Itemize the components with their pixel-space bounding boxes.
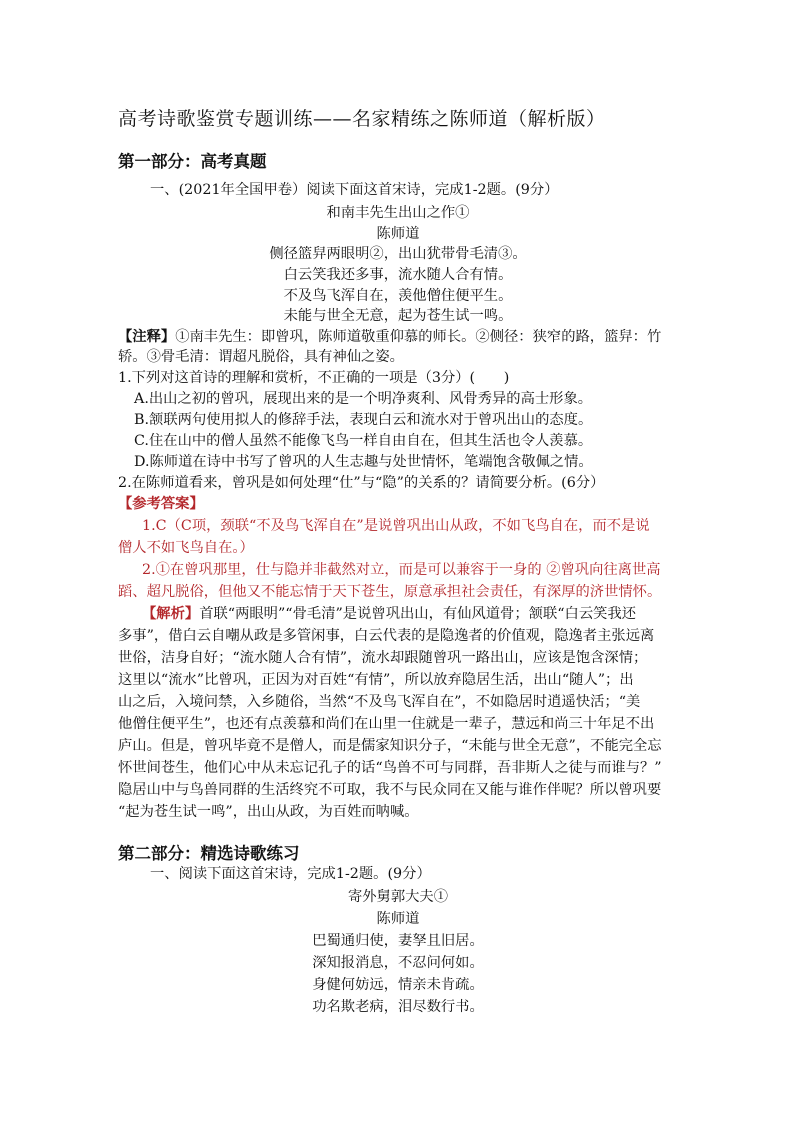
analysis-line: 这里以“流水”比曾巩，正因为对百姓“有情”，所以放弃隐居生活，出山“随人”；出: [118, 672, 634, 688]
part2-poem-line: 深知报消息，不忍问何如。: [312, 955, 484, 971]
part1-question-intro: 一、(2021年全国甲卷）阅读下面这首宋诗，完成1-2题。(9分）: [150, 182, 559, 198]
question-1: 1.下列对这首诗的理解和赏析，不正确的一项是（3分）( ): [118, 370, 510, 386]
notes-text: ①南丰先生：即曾巩，陈师道敬重仰慕的师长。②侧径：狭窄的路，篮舁：竹: [175, 329, 662, 345]
option-c: C.住在山中的僧人虽然不能像飞鸟一样自由自在，但其生活也令人羡慕。: [134, 433, 593, 449]
part2-poem-line: 巴蜀通归使，妻孥且旧居。: [312, 933, 484, 949]
option-b: B.颔联两句使用拟人的修辞手法，表现白云和流水对于曾巩出山的态度。: [134, 412, 593, 428]
answer-2-line-2: 蹈、超凡脱俗，但他又不能忘情于天下苍生，原意承担社会责任，有深厚的济世情怀。: [118, 584, 662, 600]
analysis-line: 隐居山中与鸟兽同群的生活终究不可取，我不与民众同在又能与谁作伴呢？所以曾巩要: [118, 782, 662, 798]
analysis-line: 世俗，洁身自好；“流水随人合有情”，流水却跟随曾巩一路出山，应该是饱含深情；: [118, 650, 648, 666]
document-title: 高考诗歌鉴赏专题训练——名家精练之陈师道（解析版）: [118, 108, 606, 130]
part1-poem-line: 不及鸟飞浑自在，羡他僧住便平生。: [283, 288, 513, 304]
part2-poem-line: 功名欺老病，泪尽数行书。: [312, 999, 484, 1015]
notes-label: 【注释】: [118, 329, 176, 345]
part1-poem-line: 白云笑我还多事，流水随人合有情。: [283, 267, 513, 283]
option-a: A.出山之初的曾巩，展现出来的是一个明净爽利、风骨秀异的高士形象。: [134, 391, 593, 407]
part2-poem-author: 陈师道: [376, 911, 420, 927]
part2-heading: 第二部分：精选诗歌练习: [118, 844, 300, 863]
analysis-line: 庐山。但是，曾巩毕竟不是僧人，而是儒家知识分子，“未能与世全无意”，不能完全忘: [118, 738, 662, 754]
part1-poem-title: 和南丰先生出山之作①: [326, 205, 470, 221]
part2-question-intro: 一、阅读下面这首宋诗，完成1-2题。(9分）: [150, 866, 431, 882]
analysis-line: 多事”，借白云自嘲从政是多管闲事，白云代表的是隐逸者的价值观，隐逸者主张远离: [118, 628, 655, 644]
analysis-text: 首联“两眼明”“骨毛清”是说曾巩出山，有仙风道骨；颔联“白云笑我还: [199, 606, 637, 622]
option-d: D.陈师道在诗中书写了曾巩的人生志趣与处世情怀，笔端饱含敬佩之情。: [134, 454, 593, 470]
part2-poem-title: 寄外舅郭大夫①: [347, 889, 449, 905]
analysis-label: 【解析】: [142, 606, 200, 622]
answer-2-line-1: 2.①在曾巩那里，仕与隐并非截然对立，而是可以兼容于一身的 ②曾巩向往离世高: [142, 562, 661, 578]
part2-poem-line: 身健何妨远，情亲未肯疏。: [312, 977, 484, 993]
answer-1-line-1: 1.C（C项，颈联“不及鸟飞浑自在”是说曾巩出山从政，不如飞鸟自在，而不是说: [142, 518, 650, 534]
part1-poem-author: 陈师道: [376, 226, 420, 242]
question-2: 2.在陈师道看来，曾巩是如何处理“仕”与“隐”的关系的？请简要分析。(6分）: [118, 475, 605, 491]
analysis-line: 山之后，入境问禁，入乡随俗，当然“不及鸟飞浑自在”，不如隐居时逍遥快活；“美: [118, 694, 641, 710]
analysis-line: “起为苍生试一鸣”，出山从政，为百姓而呐喊。: [118, 804, 419, 820]
part1-poem-line: 侧径篮舁两眼明②，出山犹带骨毛清③。: [269, 246, 527, 262]
notes-line-1: [118, 327, 661, 347]
part1-heading: 第一部分：高考真题: [118, 152, 267, 171]
analysis-line: 他僧住便平生”，也还有点羡慕和尚们在山里一住就是一辈子，慧远和尚三十年足不出: [118, 716, 655, 732]
answer-label: 【参考答案】: [118, 496, 204, 512]
analysis-line: 怀世间苍生，他们心中从未忘记孔子的话“鸟兽不可与同群，吾非斯人之徒与而谁与？”: [118, 760, 662, 776]
notes-line-2: 轿。③骨毛清：谓超凡脱俗，具有神仙之姿。: [118, 349, 404, 365]
analysis-line: [142, 604, 636, 624]
part1-poem-line: 未能与世全无意，起为苍生试一鸣。: [283, 308, 513, 324]
answer-1-line-2: 僧人不如飞鸟自在。）: [118, 540, 254, 556]
